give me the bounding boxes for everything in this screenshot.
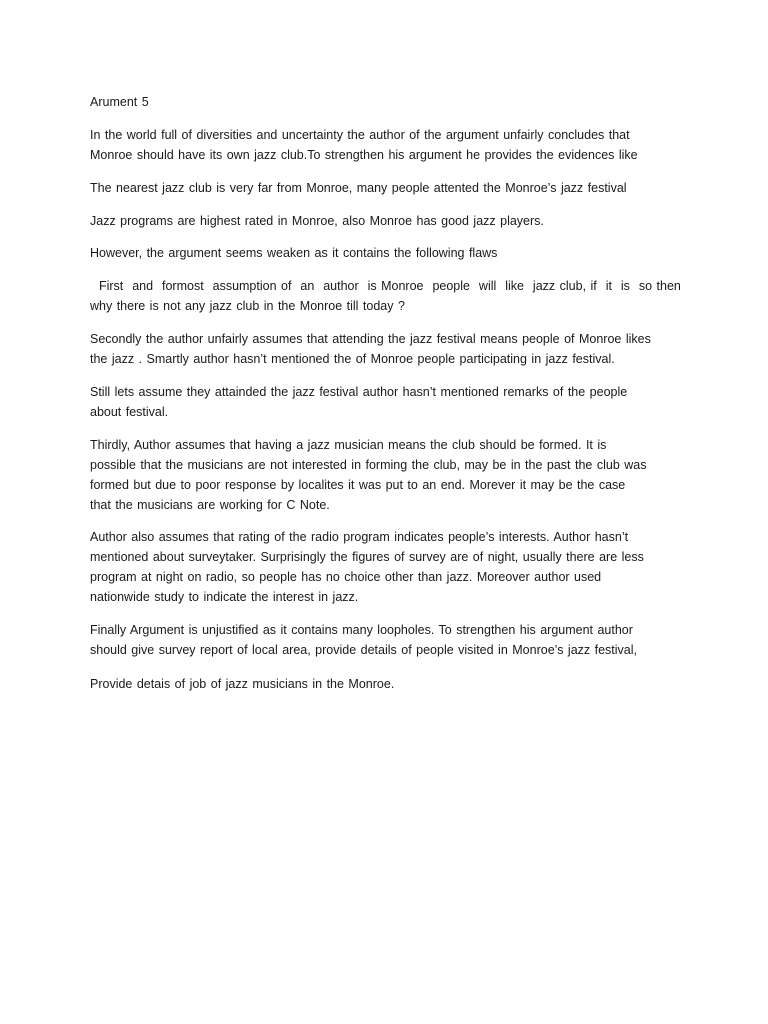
text-line: Still lets assume they attainded the jazz festival author hasn’t mentioned remarks of the people bbox=[90, 385, 628, 399]
text-line: that the musicians are working for C Note. bbox=[90, 498, 330, 512]
text-line: should give survey report of local area, provide details of people visited in Monroe’s jazz festival, bbox=[90, 643, 637, 657]
paragraph-third-flaw bbox=[90, 435, 680, 515]
text-line: formed but due to poor response by localites it was put to an end. Morever it may be the case bbox=[90, 478, 626, 492]
text-line: program at night on radio, so people has no choice other than jazz. Moreover author used bbox=[90, 570, 602, 584]
title-line: Arument 5 bbox=[90, 95, 149, 109]
text-line: Author also assumes that rating of the radio program indicates people’s interests. Author hasn’t bbox=[90, 530, 629, 544]
text-line: Monroe should have its own jazz club.To strengthen his argument he provides the evidences like bbox=[90, 148, 638, 162]
paragraph-final bbox=[90, 674, 680, 694]
text-line: The nearest jazz club is very far from Monroe, many people attented the Monroe’s jazz festival bbox=[90, 181, 627, 195]
text-line: Finally Argument is unjustified as it contains many loopholes. To strengthen his argument author bbox=[90, 623, 633, 637]
paragraph-radio-rating bbox=[90, 527, 680, 607]
paragraph-conclusion bbox=[90, 620, 680, 660]
paragraph-evidence-2 bbox=[90, 211, 680, 231]
text-line: possible that the musicians are not interested in forming the club, may be in the past the club was bbox=[90, 458, 647, 472]
text-line: nationwide study to indicate the interest in jazz. bbox=[90, 590, 359, 604]
text-line: First and formost assumption of an author is Monroe people will like jazz club, if it is so then bbox=[90, 279, 681, 293]
paragraph-festival-remarks bbox=[90, 382, 680, 422]
paragraph-second-flaw bbox=[90, 329, 680, 369]
text-line: Provide detais of job of jazz musicians in the Monroe. bbox=[90, 677, 395, 691]
text-line: mentioned about surveytaker. Surprisingly the figures of survey are of night, usually there are less bbox=[90, 550, 644, 564]
text-line: the jazz . Smartly author hasn’t mentioned the of Monroe people participating in jazz festival. bbox=[90, 352, 615, 366]
document-title bbox=[90, 92, 680, 112]
text-line: Secondly the author unfairly assumes that attending the jazz festival means people of Monroe likes bbox=[90, 332, 651, 346]
paragraph-first-flaw bbox=[90, 276, 680, 316]
text-line: why there is not any jazz club in the Monroe till today ? bbox=[90, 299, 405, 313]
text-line: Thirdly, Author assumes that having a jazz musician means the club should be formed. It is bbox=[90, 438, 607, 452]
paragraph-evidence-1 bbox=[90, 178, 680, 198]
paragraph-intro bbox=[90, 125, 680, 165]
text-line: about festival. bbox=[90, 405, 169, 419]
text-line: Jazz programs are highest rated in Monroe, also Monroe has good jazz players. bbox=[90, 214, 544, 228]
text-line: However, the argument seems weaken as it contains the following flaws bbox=[90, 246, 498, 260]
text-line: In the world full of diversities and uncertainty the author of the argument unfairly concludes that bbox=[90, 128, 630, 142]
paragraph-flaws-intro bbox=[90, 243, 680, 263]
